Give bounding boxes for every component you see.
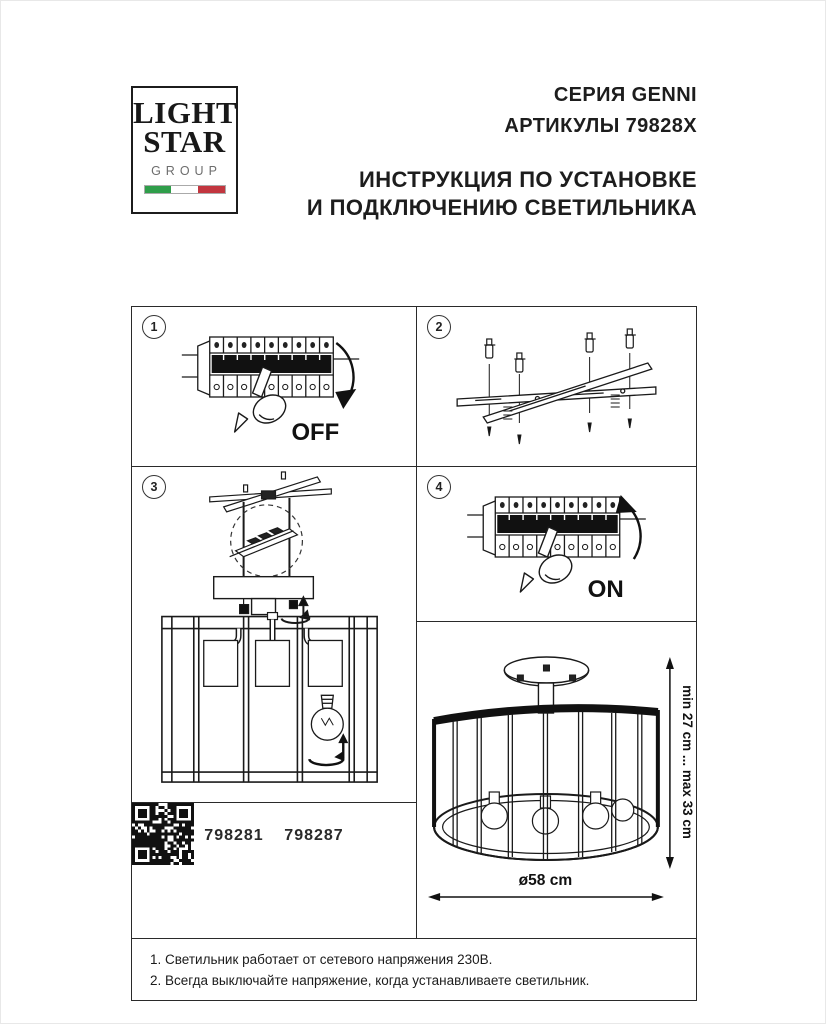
instruction-title-line1: ИНСТРУКЦИЯ ПО УСТАНОВКЕ — [359, 167, 697, 192]
header-title-block — [307, 85, 697, 222]
fixture-assembly-illustration — [132, 467, 416, 802]
step-number-badge: 1 — [142, 315, 166, 339]
step-number-badge: 3 — [142, 475, 166, 499]
flag-green-segment — [145, 186, 172, 193]
step-panel-4 — [417, 467, 696, 622]
terminal-block — [230, 528, 298, 557]
ceiling-bracket — [210, 472, 332, 512]
note-line-1: 1. Светильник работает от сетевого напряжения 230В. — [150, 952, 493, 967]
logo-word-group: GROUP — [151, 163, 222, 178]
instruction-title — [307, 166, 697, 222]
diameter-dimension — [428, 872, 664, 901]
qr-code-right — [132, 803, 194, 865]
instruction-title-line2: И ПОДКЛЮЧЕНИЮ СВЕТИЛЬНИКА — [306, 195, 697, 221]
step-panel-2 — [417, 307, 696, 467]
fixture-dimensions-illustration — [417, 622, 696, 938]
series-title: СЕРИЯ GENNI — [553, 84, 697, 106]
step-number-badge: 2 — [427, 315, 451, 339]
articles-title: АРТИКУЛЫ 79828X — [504, 115, 697, 137]
height-dimension — [666, 657, 695, 869]
breaker-on-illustration — [417, 467, 696, 621]
logo-word-star: STAR — [143, 123, 226, 159]
logo-word-light: LIGHT — [133, 95, 238, 130]
safety-notes — [132, 939, 696, 1000]
diameter-label: ø58 cm — [518, 872, 573, 889]
flag-white-segment — [171, 186, 198, 193]
step-panel-3 — [132, 467, 417, 803]
turn-off-arrow — [335, 343, 356, 409]
step-panel-1 — [132, 307, 417, 467]
italian-flag-bar — [144, 185, 226, 194]
instruction-steps-grid — [131, 306, 697, 1001]
light-bulb — [311, 695, 343, 740]
height-range-label: min 27 cm ... max 33 cm — [679, 685, 695, 839]
on-label: ON — [587, 576, 624, 603]
step-number-badge: 4 — [427, 475, 451, 499]
dimensions-panel — [417, 622, 696, 939]
qr-panel — [132, 803, 417, 939]
note-line-2: 2. Всегда выключайте напряжение, когда устанавливаете светильник. — [150, 972, 590, 988]
off-label: OFF — [291, 418, 340, 447]
lightstar-logo — [131, 86, 238, 214]
breaker-off-illustration — [132, 307, 416, 466]
canopy — [214, 577, 314, 615]
mounting-bracket-illustration — [417, 307, 696, 466]
flag-red-segment — [198, 186, 225, 193]
socket-covers — [204, 640, 343, 686]
article-number-left: 798281 — [204, 827, 264, 844]
drum-side — [434, 708, 658, 860]
article-number-right: 798287 — [284, 827, 344, 844]
